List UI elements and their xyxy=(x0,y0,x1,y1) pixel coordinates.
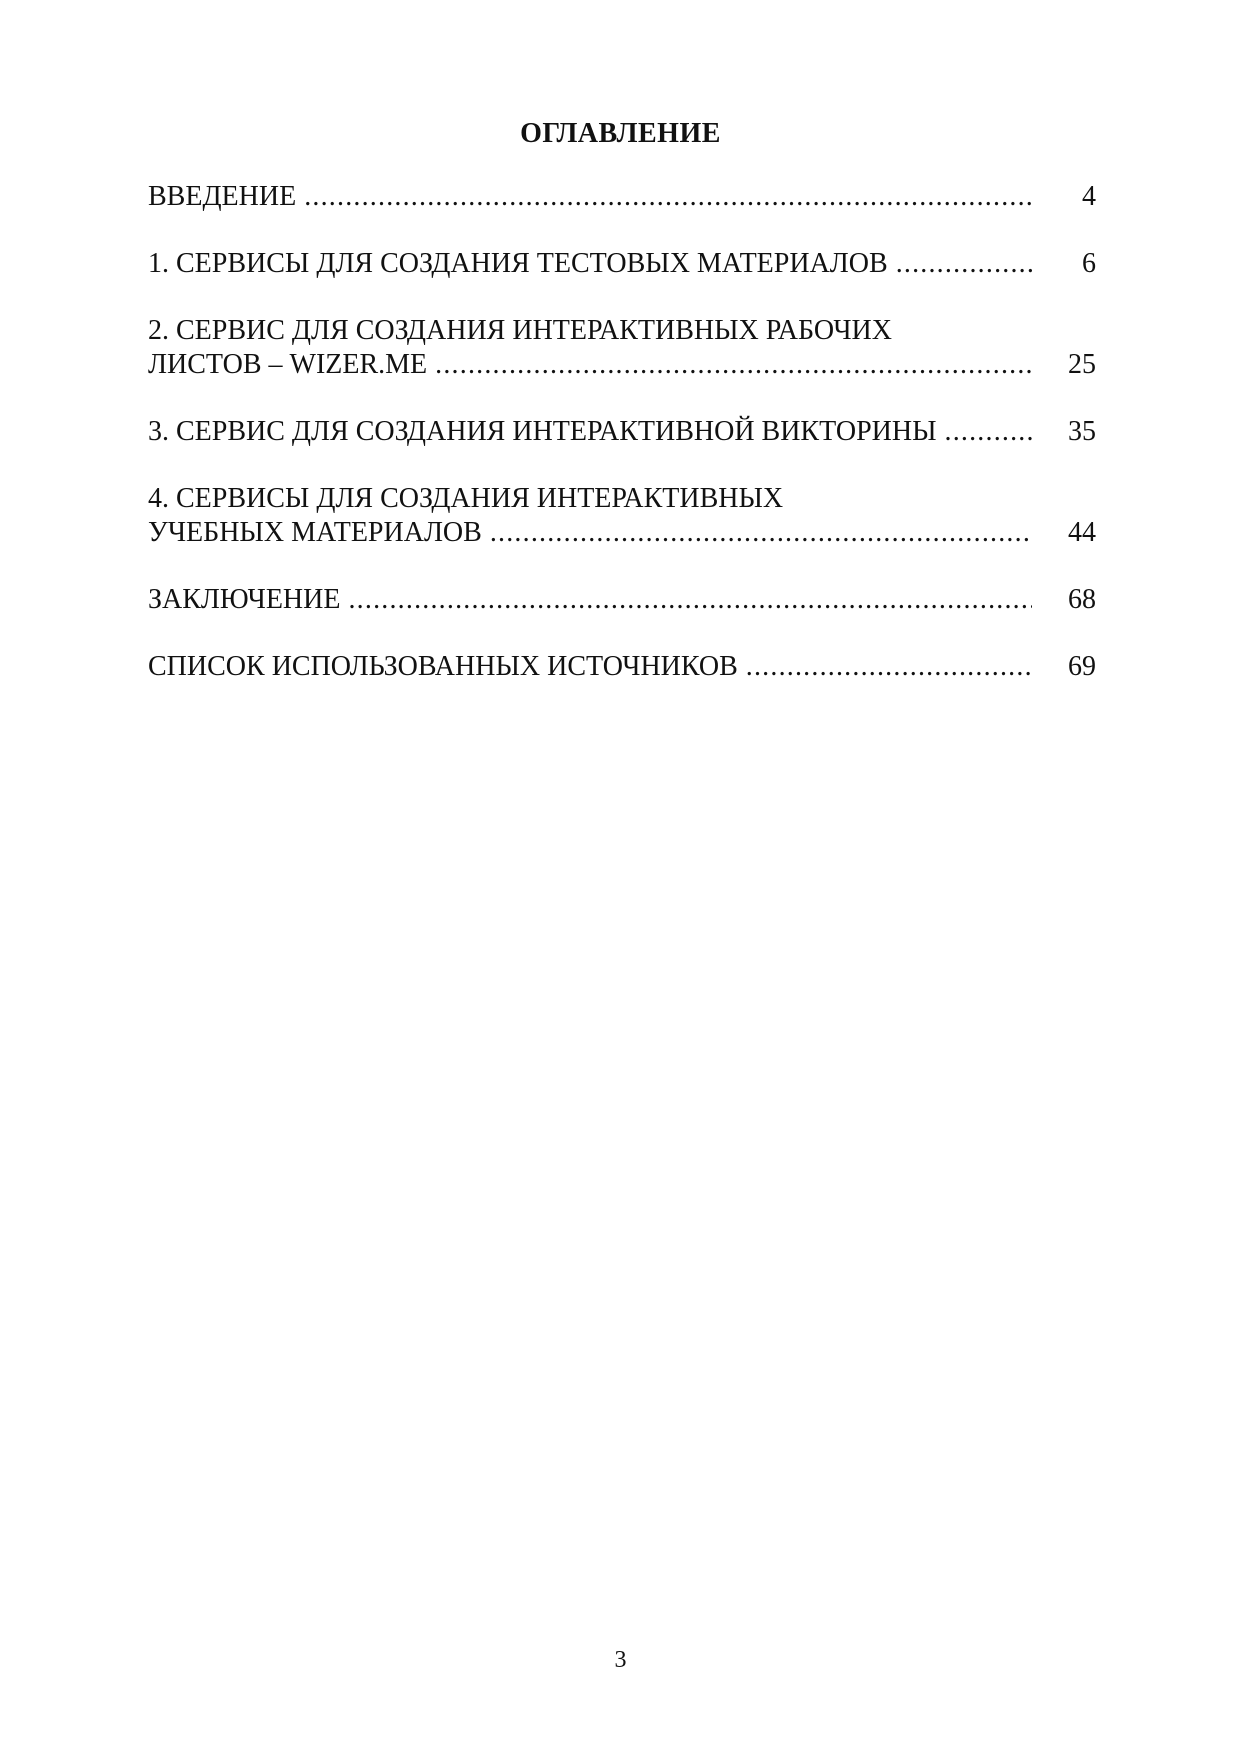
toc-entry-chapter-3[interactable] xyxy=(148,415,1096,449)
toc-entry-text: ЛИСТОВ – WIZER.ME xyxy=(148,349,428,380)
toc-entry-text-line1: 2. СЕРВИС ДЛЯ СОЗДАНИЯ ИНТЕРАКТИВНЫХ РАБОЧИХ xyxy=(148,315,892,346)
toc-page-number: 68 xyxy=(1068,584,1096,615)
toc-leader-dots xyxy=(304,180,1032,214)
toc-page-number: 25 xyxy=(1068,349,1096,380)
toc-entry-references[interactable] xyxy=(148,650,1096,684)
toc-page-number: 6 xyxy=(1082,248,1096,279)
toc-entry-chapter-4[interactable] xyxy=(148,482,1096,550)
toc-entry-introduction[interactable] xyxy=(148,180,1096,214)
toc-entry-chapter-1[interactable] xyxy=(148,247,1096,281)
toc-page-number: 44 xyxy=(1068,517,1096,548)
toc-page-number: 69 xyxy=(1068,651,1096,682)
toc-entry-text: ЗАКЛЮЧЕНИЕ xyxy=(148,584,341,615)
toc-leader-dots xyxy=(490,516,1032,550)
toc-entry-text: СПИСОК ИСПОЛЬЗОВАННЫХ ИСТОЧНИКОВ xyxy=(148,651,738,682)
toc-entry-text: ВВЕДЕНИЕ xyxy=(148,181,297,212)
toc-entry-text: УЧЕБНЫХ МАТЕРИАЛОВ xyxy=(148,517,482,548)
toc-leader-dots xyxy=(896,247,1032,281)
page-number: 3 xyxy=(614,1647,627,1673)
toc-title: ОГЛАВЛЕНИЕ xyxy=(520,118,721,149)
toc-leader-dots xyxy=(945,415,1033,449)
toc-leader-dots xyxy=(348,583,1032,617)
toc-entry-chapter-2[interactable] xyxy=(148,314,1096,382)
toc-entry-conclusion[interactable] xyxy=(148,583,1096,617)
toc-leader-dots xyxy=(746,650,1032,684)
toc-entry-text: 1. СЕРВИСЫ ДЛЯ СОЗДАНИЯ ТЕСТОВЫХ МАТЕРИАЛОВ xyxy=(148,248,888,279)
toc-entry-text: 3. СЕРВИС ДЛЯ СОЗДАНИЯ ИНТЕРАКТИВНОЙ ВИКТОРИНЫ xyxy=(148,416,937,447)
toc-page-number: 4 xyxy=(1082,181,1096,212)
toc-leader-dots xyxy=(435,348,1032,382)
toc-entry-text-line1: 4. СЕРВИСЫ ДЛЯ СОЗДАНИЯ ИНТЕРАКТИВНЫХ xyxy=(148,483,784,514)
toc-page-number: 35 xyxy=(1068,416,1096,447)
